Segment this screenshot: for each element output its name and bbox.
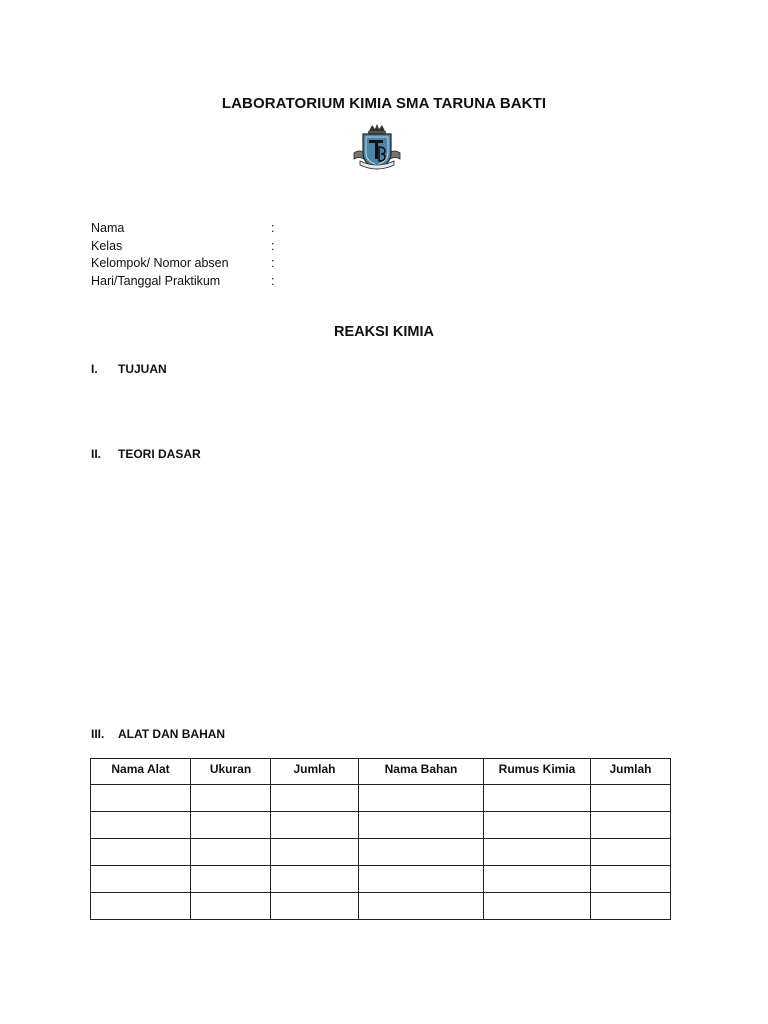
identity-colon: : xyxy=(271,221,275,235)
table-cell xyxy=(91,893,191,920)
table-cell xyxy=(359,893,484,920)
column-header-ukuran: Ukuran xyxy=(191,759,271,785)
column-header-jumlah-bahan: Jumlah xyxy=(591,759,671,785)
identity-label: Kelas xyxy=(91,238,123,253)
identity-colon: : xyxy=(271,238,275,253)
column-header-rumus-kimia: Rumus Kimia xyxy=(484,759,591,785)
table-cell xyxy=(359,839,484,866)
table-cell xyxy=(271,812,359,839)
table-cell xyxy=(271,839,359,866)
table-header-row xyxy=(91,759,671,785)
identity-row-kelas xyxy=(91,238,281,256)
table-cell xyxy=(591,893,671,920)
identity-colon: : xyxy=(271,273,275,288)
identity-label: Hari/Tanggal Praktikum xyxy=(91,273,221,288)
table-cell xyxy=(91,812,191,839)
table-cell xyxy=(591,839,671,866)
table-cell xyxy=(271,785,359,812)
report-title: REAKSI KIMIA xyxy=(334,324,434,340)
table-row xyxy=(91,893,671,920)
section-heading-tujuan xyxy=(91,362,167,376)
table-cell xyxy=(591,866,671,893)
table-row xyxy=(91,839,671,866)
table-cell xyxy=(359,785,484,812)
section-heading-alat-dan-bahan xyxy=(91,727,225,741)
table-cell xyxy=(484,866,591,893)
table-cell xyxy=(271,893,359,920)
table-row xyxy=(91,866,671,893)
materials-table xyxy=(90,758,671,920)
table-cell xyxy=(484,785,591,812)
identity-label: Kelompok/ Nomor absen xyxy=(91,256,229,270)
identity-row-kelompok xyxy=(91,255,281,273)
table-cell xyxy=(591,785,671,812)
column-header-jumlah-alat: Jumlah xyxy=(271,759,359,785)
student-identity-block xyxy=(91,220,281,290)
table-cell xyxy=(484,812,591,839)
table-cell xyxy=(91,866,191,893)
table-row xyxy=(91,785,671,812)
section-number: III. xyxy=(91,727,105,741)
table-cell xyxy=(359,812,484,839)
section-number: I. xyxy=(91,362,98,376)
section-title: TUJUAN xyxy=(118,362,167,376)
table-cell xyxy=(484,839,591,866)
table-cell xyxy=(91,839,191,866)
identity-row-tanggal xyxy=(91,273,281,291)
table-cell xyxy=(191,812,271,839)
section-number: II. xyxy=(91,447,102,461)
table-cell xyxy=(191,839,271,866)
identity-row-nama xyxy=(91,220,281,238)
school-crest-icon xyxy=(352,123,402,171)
table-cell xyxy=(484,893,591,920)
table-cell xyxy=(191,785,271,812)
section-heading-teori-dasar xyxy=(91,447,201,461)
table-cell xyxy=(191,893,271,920)
identity-label: Nama xyxy=(91,221,125,235)
section-title: TEORI DASAR xyxy=(118,447,201,461)
table-cell xyxy=(359,866,484,893)
section-title: ALAT DAN BAHAN xyxy=(118,727,226,741)
column-header-nama-alat: Nama Alat xyxy=(91,759,191,785)
table-row xyxy=(91,812,671,839)
column-header-nama-bahan: Nama Bahan xyxy=(359,759,484,785)
table-cell xyxy=(271,866,359,893)
table-cell xyxy=(191,866,271,893)
page-title: LABORATORIUM KIMIA SMA TARUNA BAKTI xyxy=(221,95,547,112)
identity-colon: : xyxy=(271,256,275,270)
table-cell xyxy=(91,785,191,812)
table-cell xyxy=(591,812,671,839)
